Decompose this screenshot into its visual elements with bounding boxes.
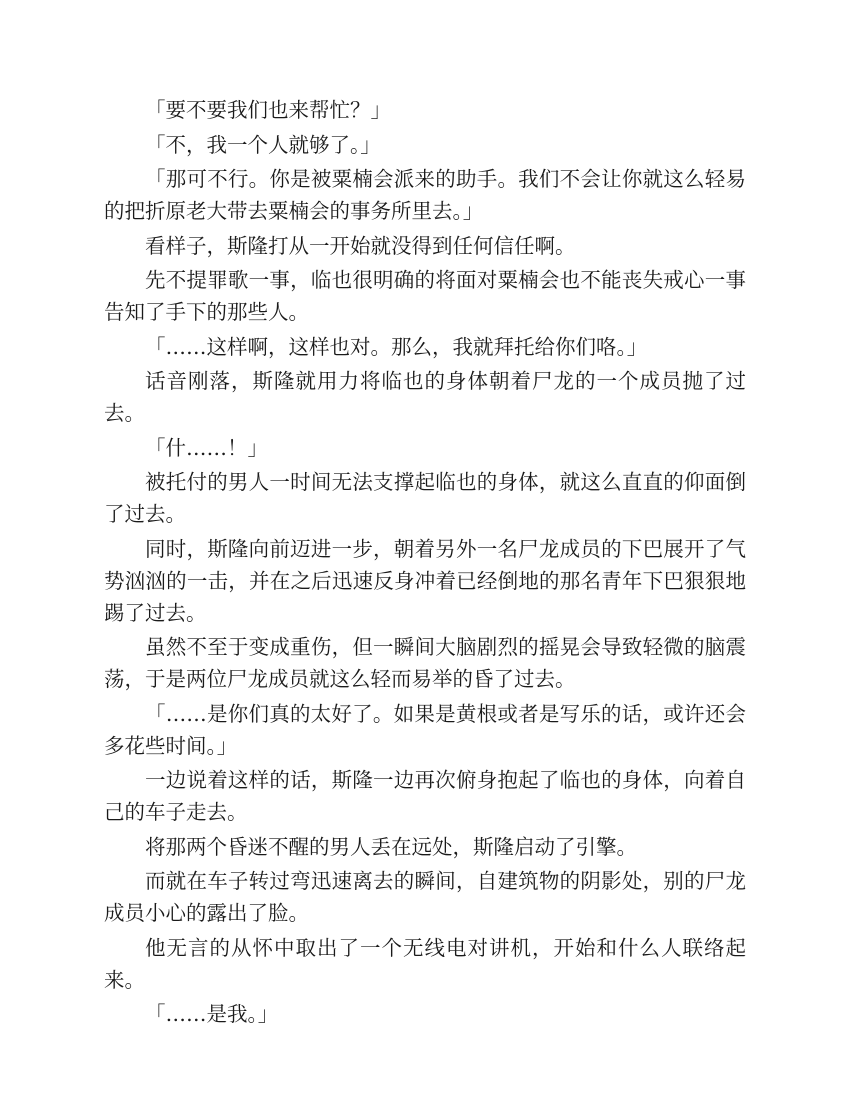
paragraph: 看样子，斯隆打从一开始就没得到任何信任啊。 (145, 233, 576, 258)
paragraph: 先不提罪歌一事，临也很明确的将面对粟楠会也不能丧失戒心一事告知了手下的那些人。 (104, 268, 746, 324)
paragraph: 「……是你们真的太好了。如果是黄根或者是写乐的话，或许还会多花些时间。」 (104, 701, 746, 758)
paragraph: 而就在车子转过弯迅速离去的瞬间，自建筑物的阴影处，别的尸龙成员小心的露出了脸。 (104, 869, 746, 925)
paragraph: 「不，我一个人就够了。」 (145, 132, 381, 157)
paragraph: 话音刚落，斯隆就用力将临也的身体朝着尸龙的一个成员抛了过去。 (104, 369, 746, 425)
paragraph: 将那两个昏迷不醒的男人丢在远处，斯隆启动了引擎。 (145, 834, 637, 859)
paragraph: 他无言的从怀中取出了一个无线电对讲机，开始和什么人联络起来。 (104, 935, 746, 992)
paragraph: 「……这样啊，这样也对。那么，我就拜托给你们咯。」 (145, 334, 648, 359)
paragraph: 虽然不至于变成重伤，但一瞬间大脑剧烈的摇晃会导致轻微的脑震荡，于是两位尸龙成员就这么轻而易举的昏了过去。 (104, 635, 746, 691)
paragraph: 「……是我。」 (145, 1002, 279, 1026)
paragraph: 「什……！」 (145, 435, 268, 460)
paragraph: 被托付的男人一时间无法支撑起临也的身体，就这么直直的仰面倒了过去。 (104, 470, 746, 526)
paragraph: 一边说着这样的话，斯隆一边再次俯身抱起了临也的身体，向着自己的车子走去。 (104, 768, 746, 824)
paragraph: 「要不要我们也来帮忙？」 (145, 98, 391, 122)
document-page (104, 94, 746, 1033)
paragraph: 「那可不行。你是被粟楠会派来的助手。我们不会让你就这么轻易的把折原老大带去粟楠会的事务所里去。」 (104, 167, 746, 223)
paragraph: 同时，斯隆向前迈进一步，朝着另外一名尸龙成员的下巴展开了气势汹汹的一击，并在之后迅速反身冲着已经倒地的那名青年下巴狠狠地踢了过去。 (104, 536, 746, 625)
